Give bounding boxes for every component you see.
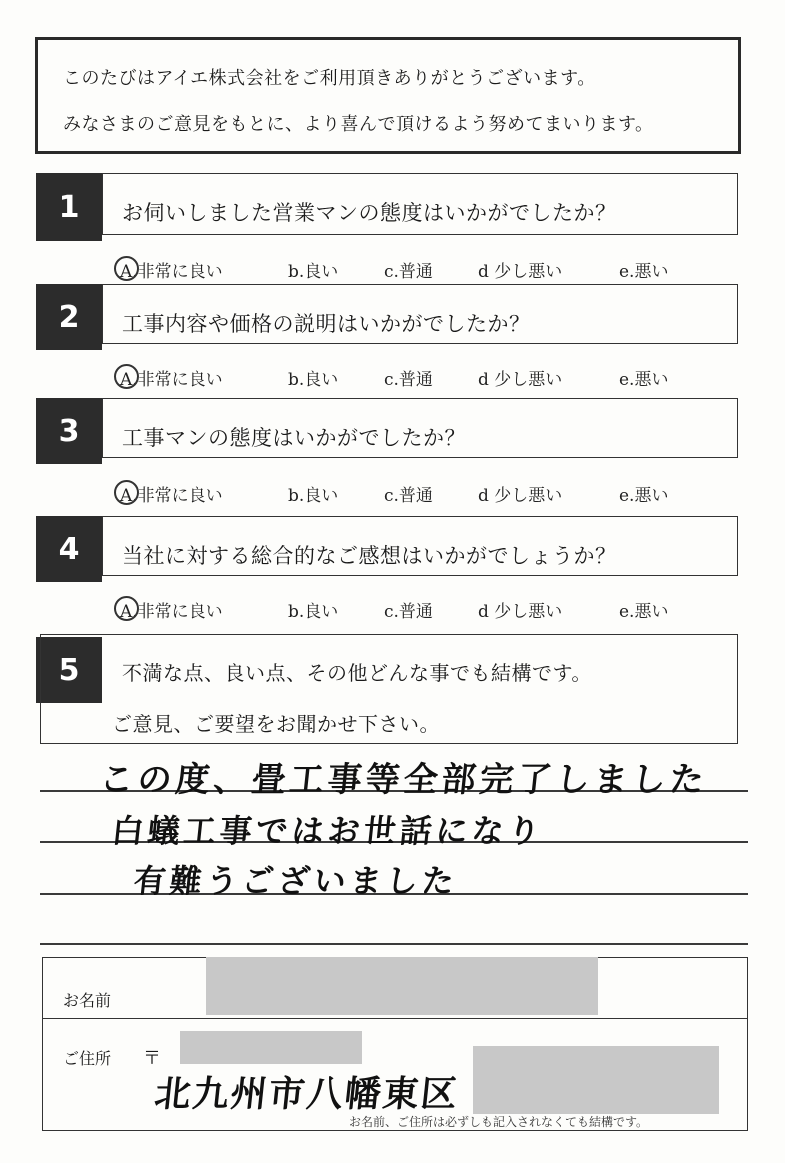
name-redaction[interactable]	[206, 957, 598, 1015]
name-label: お名前	[63, 991, 112, 1010]
contact-divider	[43, 1018, 747, 1019]
address-handwritten[interactable]: 北九州市八幡東区	[152, 1073, 461, 1115]
q3-option-c[interactable]: c.普通	[384, 486, 433, 506]
question-3-text: 工事マンの態度はいかがでしたか？	[122, 426, 466, 450]
q4-option-b[interactable]: b.良い	[288, 602, 339, 622]
question-2-number: 2	[36, 284, 102, 350]
question-4-number: 4	[36, 516, 102, 582]
intro-line-1: このたびはアイエ株式会社をご利用頂きありがとうございます。	[63, 68, 596, 89]
comment-line-2[interactable]: 白蟻工事ではお世話になり	[109, 812, 546, 850]
question-5-line-1: 不満な点、良い点、その他どんな事でも結構です。	[122, 661, 592, 685]
question-1-text: お伺いしました営業マンの態度はいかがでしたか？	[122, 201, 617, 225]
intro-box	[35, 37, 741, 154]
question-4-text: 当社に対する総合的なご感想はいかがでしょうか？	[122, 544, 617, 568]
q4-option-a[interactable]: A.非常に良い	[120, 602, 223, 622]
address-redaction[interactable]	[473, 1046, 719, 1114]
privacy-note: お名前、ご住所は必ずしも記入されなくても結構です。	[349, 1115, 649, 1129]
question-3-number: 3	[36, 398, 102, 464]
question-2-text: 工事内容や価格の説明はいかがでしたか？	[122, 312, 531, 336]
comment-line-1[interactable]: この度、畳工事等全部完了しました	[97, 760, 710, 800]
q2-option-e[interactable]: e.悪い	[619, 370, 669, 390]
q1-option-c[interactable]: c.普通	[384, 262, 433, 282]
contact-box	[42, 957, 748, 1131]
q3-option-a[interactable]: A.非常に良い	[120, 486, 223, 506]
comment-line-3[interactable]: 有難うございました	[131, 862, 460, 900]
question-5-line-2: ご意見、ご要望をお聞かせ下さい。	[112, 712, 440, 736]
question-1-number: 1	[36, 173, 102, 241]
intro-line-2: みなさまのご意見をもとに、より喜んで頂けるよう努めてまいります。	[63, 114, 654, 135]
q2-option-c[interactable]: c.普通	[384, 370, 433, 390]
q3-option-e[interactable]: e.悪い	[619, 486, 669, 506]
postal-mark: 〒	[143, 1048, 161, 1069]
q4-option-e[interactable]: e.悪い	[619, 602, 669, 622]
q1-option-d[interactable]: d 少し悪い	[478, 262, 563, 282]
q2-option-d[interactable]: d 少し悪い	[478, 370, 563, 390]
q3-option-d[interactable]: d 少し悪い	[478, 486, 563, 506]
q2-option-a[interactable]: A.非常に良い	[120, 370, 223, 390]
question-5-number: 5	[36, 637, 102, 703]
comment-rule-4	[40, 943, 748, 945]
q1-option-b[interactable]: b.良い	[288, 262, 339, 282]
address-label: ご住所	[63, 1049, 112, 1068]
q1-option-a[interactable]: A.非常に良い	[120, 262, 223, 282]
q4-option-d[interactable]: d 少し悪い	[478, 602, 563, 622]
q1-option-e[interactable]: e.悪い	[619, 262, 669, 282]
q4-option-c[interactable]: c.普通	[384, 602, 433, 622]
postal-code-redaction[interactable]	[180, 1031, 362, 1064]
q3-option-b[interactable]: b.良い	[288, 486, 339, 506]
q2-option-b[interactable]: b.良い	[288, 370, 339, 390]
